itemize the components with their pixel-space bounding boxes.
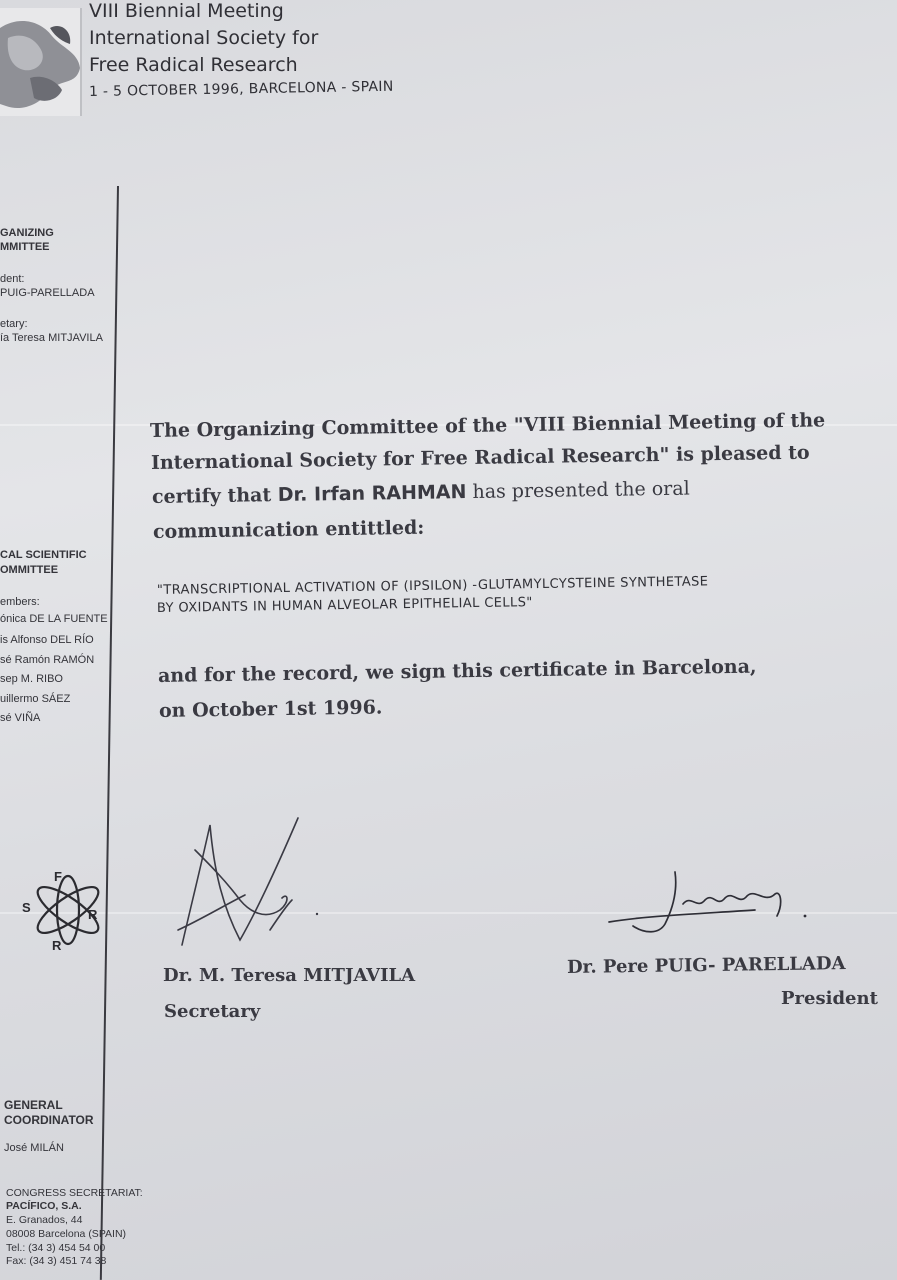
members-label: embers: (0, 596, 40, 608)
secretariat-company: PACÍFICO, S.A. (6, 1200, 82, 1212)
president-signature (605, 864, 815, 939)
certify-text: certify that (151, 484, 278, 508)
president-role: President (781, 988, 878, 1009)
coordinator-name: José MILÁN (4, 1142, 64, 1154)
meeting-title-line1: VIII Biennial Meeting (89, 0, 284, 22)
sfr-letter-r2: R (52, 938, 62, 952)
sfr-letter-s: S (22, 900, 31, 915)
secretariat-tel: Tel.: (34 3) 454 54 00 (6, 1242, 106, 1254)
sfr-atom-logo (18, 868, 128, 952)
president-name: PUIG-PARELLADA (0, 287, 95, 299)
recipient-name: Dr. Irfan RAHMAN (277, 481, 467, 507)
communication-title-line-1: "TRANSCRIPTIONAL ACTIVATION OF (IPSILON) -GLUTAMYLCYSTEINE SYNTHETASE (156, 574, 709, 598)
secretary-label: etary: (0, 318, 28, 330)
secretary-signatory-name: Dr. M. Teresa MITJAVILA (163, 965, 416, 986)
secretary-role: Secretary (164, 1001, 261, 1022)
member-item: uillermo SÁEZ (0, 693, 71, 705)
sidebar-divider (100, 186, 119, 1280)
organizing-heading-2: MMITTEE (0, 241, 50, 253)
meeting-dates-location: 1 - 5 OCTOBER 1996, BARCELONA - SPAIN (88, 78, 394, 100)
presented-text: has presented the oral (466, 477, 690, 504)
meeting-title-line2: International Society for (89, 27, 319, 49)
secretariat-label: CONGRESS SECRETARIAT: (6, 1187, 143, 1199)
scientific-heading-2: OMMITTEE (0, 564, 59, 576)
secretary-name: ía Teresa MITJAVILA (0, 332, 103, 344)
certificate-line-1: The Organizing Committee of the "VIII Biennial Meeting of the (149, 409, 826, 442)
president-label: dent: (0, 273, 25, 285)
secretariat-street: E. Granados, 44 (6, 1214, 83, 1226)
communication-title-line-2: BY OXIDANTS IN HUMAN ALVEOLAR EPITHELIAL CELLS" (156, 595, 533, 616)
member-item: is Alfonso DEL RÍO (0, 634, 94, 646)
sfr-letter-r1: R (88, 907, 98, 922)
coordinator-heading-1: GENERAL (4, 1098, 63, 1112)
secretariat-fax: Fax: (34 3) 451 74 38 (6, 1255, 107, 1267)
member-item: sep M. RIBO (0, 673, 63, 685)
sfr-letter-f: F (54, 869, 62, 884)
scientific-heading-1: CAL SCIENTIFIC (0, 549, 87, 561)
president-signatory-name: Dr. Pere PUIG- PARELLADA (566, 953, 846, 978)
member-item: ónica DE LA FUENTE (0, 613, 108, 625)
secretary-signature (170, 810, 330, 955)
certificate-line-2: International Society for Free Radical Research" is pleased to (150, 441, 810, 474)
member-item: sé VIÑA (0, 712, 41, 724)
closing-line-1: and for the record, we sign this certificate in Barcelona, (157, 655, 757, 687)
secretariat-city: 08008 Barcelona (SPAIN) (6, 1228, 127, 1240)
certificate-line-4: communication entittled: (152, 516, 425, 543)
society-logo-image (0, 8, 82, 116)
member-item: sé Ramón RAMÓN (0, 654, 95, 666)
organizing-heading-1: GANIZING (0, 227, 54, 239)
closing-line-2: on October 1st 1996. (158, 696, 383, 722)
meeting-title-line3: Free Radical Research (89, 54, 298, 76)
coordinator-heading-2: COORDINATOR (4, 1113, 94, 1127)
certificate-line-3 (152, 478, 690, 508)
